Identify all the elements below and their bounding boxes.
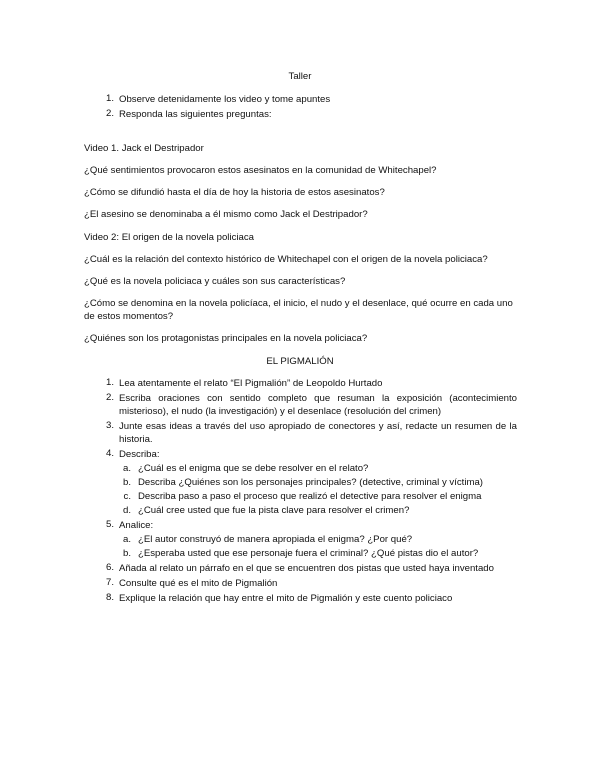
task-text: Escriba oraciones con sentido completo que resuman la exposición (acontecimiento misterioso), el nudo (la investigación) y el desenlace (resolución del crimen) <box>119 393 517 417</box>
sub-text: Describa paso a paso el proceso que realizó el detective para resolver el enigma <box>138 491 482 502</box>
sub-text: ¿Esperaba usted que ese personaje fuera el criminal? ¿Qué pistas dio el autor? <box>138 548 479 559</box>
task-number: 4. <box>105 448 114 459</box>
task-item-4 <box>0 448 600 462</box>
sub-letter: a. <box>122 534 131 545</box>
video2-question: ¿Cuál es la relación del contexto histórico de Whitechapel con el origen de la novela policiaca? <box>84 254 488 265</box>
video2-question: ¿Cómo se denomina en la novela policíaca, el inicio, el nudo y el desenlace, qué ocurre en cada uno de estos momentos? <box>84 298 513 322</box>
task-number: 7. <box>105 577 114 588</box>
task-item-7 <box>0 577 600 591</box>
sub-letter: b. <box>122 548 131 559</box>
analyze-item-a <box>0 534 600 548</box>
analyze-item-b <box>0 548 600 562</box>
page-title: Taller <box>288 71 312 82</box>
intro-item-text: Observe detenidamente los video y tome apuntes <box>119 94 331 105</box>
intro-item-number: 1. <box>105 93 114 104</box>
video1-question: ¿Cómo se difundió hasta el día de hoy la historia de estos asesinatos? <box>84 187 385 198</box>
intro-item-1 <box>0 93 600 107</box>
task-text: Añada al relato un párrafo en el que se encuentren dos pistas que usted haya inventado <box>119 563 494 574</box>
task-text: Analice: <box>119 520 154 531</box>
sub-text: ¿Cuál es el enigma que se debe resolver en el relato? <box>138 463 369 474</box>
sub-text: Describa ¿Quiénes son los personajes principales? (detective, criminal y víctima) <box>138 477 483 488</box>
describe-item-d <box>0 505 600 519</box>
video1-question: ¿El asesino se denominaba a él mismo como Jack el Destripador? <box>84 209 368 220</box>
task-text: Explique la relación que hay entre el mito de Pigmalión y este cuento policiaco <box>119 593 453 604</box>
intro-item-text: Responda las siguientes preguntas: <box>119 109 272 120</box>
task-text: Consulte qué es el mito de Pigmalión <box>119 578 278 589</box>
task-number: 3. <box>105 420 114 431</box>
describe-item-a <box>0 463 600 477</box>
video2-question: ¿Qué es la novela policiaca y cuáles son sus características? <box>84 276 346 287</box>
task-item-3 <box>0 420 600 445</box>
task-number: 5. <box>105 519 114 530</box>
video1-question: ¿Qué sentimientos provocaron estos asesinatos en la comunidad de Whitechapel? <box>84 165 437 176</box>
video1-heading: Video 1. Jack el Destripador <box>84 143 204 154</box>
task-text: Describa: <box>119 449 160 460</box>
video2-question: ¿Quiénes son los protagonistas principales en la novela policiaca? <box>84 333 368 344</box>
intro-item-number: 2. <box>105 108 114 119</box>
task-number: 8. <box>105 592 114 603</box>
sub-letter: a. <box>122 463 131 474</box>
sub-text: ¿El autor construyó de manera apropiada el enigma? ¿Por qué? <box>138 534 413 545</box>
sub-text: ¿Cuál cree usted que fue la pista clave para resolver el crimen? <box>138 505 410 516</box>
task-item-8 <box>0 592 600 606</box>
task-text: Lea atentamente el relato “El Pigmalión” de Leopoldo Hurtado <box>119 378 383 389</box>
task-number: 6. <box>105 562 114 573</box>
describe-item-c <box>0 491 600 505</box>
task-number: 2. <box>105 392 114 403</box>
task-item-1 <box>0 377 600 391</box>
task-item-6 <box>0 562 600 576</box>
task-item-5 <box>0 519 600 533</box>
video2-heading: Video 2: El origen de la novela policiaca <box>84 232 254 243</box>
sub-letter: c. <box>123 491 131 502</box>
sub-letter: b. <box>122 477 131 488</box>
task-number: 1. <box>105 377 114 388</box>
task-text: Junte esas ideas a través del uso apropiado de conectores y así, redacte un resumen de la historia. <box>119 421 517 445</box>
task-item-2 <box>0 392 600 417</box>
section-title: EL PIGMALIÓN <box>266 356 334 367</box>
intro-item-2 <box>0 108 600 122</box>
describe-item-b <box>0 477 600 491</box>
sub-letter: d. <box>122 505 131 516</box>
